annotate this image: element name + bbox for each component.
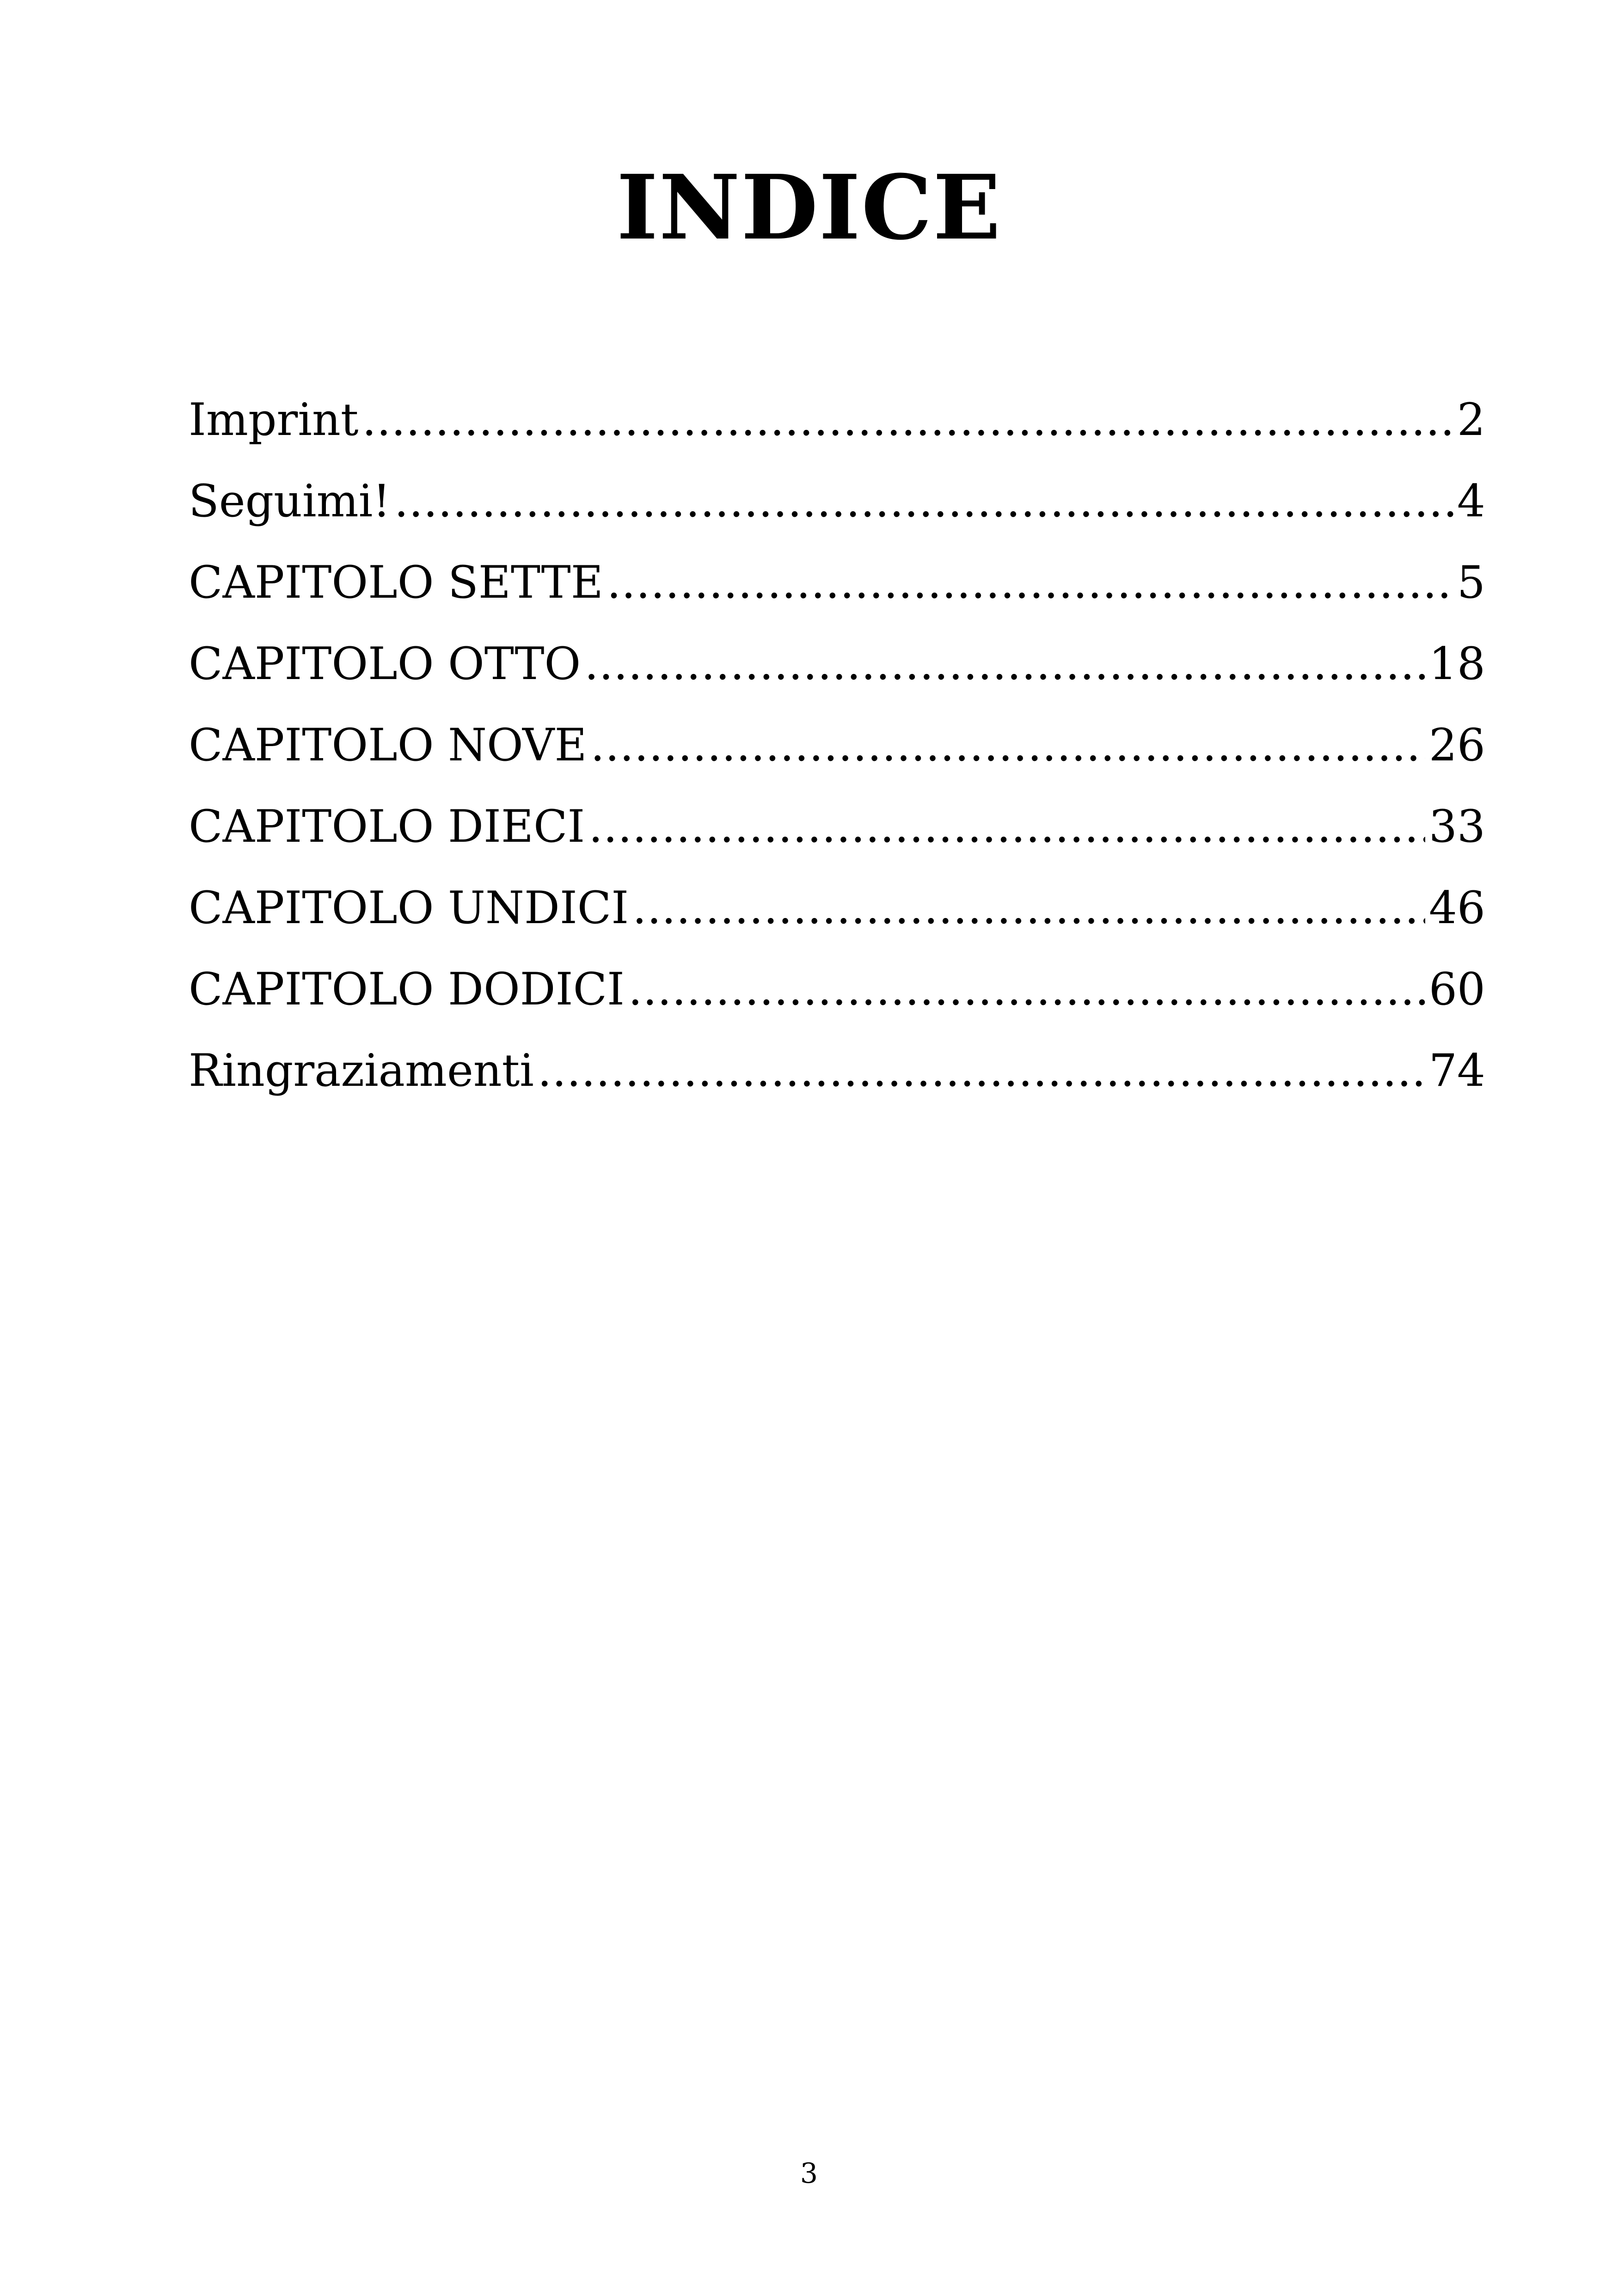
toc-dot-leader xyxy=(584,623,1425,704)
toc-entry-imprint[interactable] xyxy=(189,379,1485,460)
toc-entry-capitolo-undici[interactable] xyxy=(189,867,1485,949)
toc-entry-label: CAPITOLO DIECI xyxy=(189,801,585,852)
toc-entry-ringraziamenti[interactable] xyxy=(189,1030,1485,1111)
page-number: 3 xyxy=(800,2157,818,2190)
toc-entry-page: 18 xyxy=(1428,638,1485,690)
toc-dot-leader xyxy=(628,949,1425,1030)
toc-entry-capitolo-dieci[interactable] xyxy=(189,786,1485,867)
toc-entry-page: 33 xyxy=(1428,801,1485,852)
toc-entry-label: Seguimi! xyxy=(189,475,391,527)
toc-entry-label: CAPITOLO OTTO xyxy=(189,638,581,690)
table-of-contents xyxy=(189,379,1485,1111)
toc-entry-label: Imprint xyxy=(189,394,359,446)
toc-dot-leader xyxy=(632,867,1425,949)
toc-entry-label: CAPITOLO SETTE xyxy=(189,557,603,608)
toc-dot-leader xyxy=(588,786,1425,867)
toc-entry-capitolo-dodici[interactable] xyxy=(189,949,1485,1030)
toc-dot-leader xyxy=(362,379,1453,460)
toc-entry-page: 60 xyxy=(1428,963,1485,1015)
toc-dot-leader xyxy=(538,1030,1425,1111)
toc-dot-leader xyxy=(607,542,1453,623)
toc-entry-page: 5 xyxy=(1457,557,1485,608)
toc-dot-leader xyxy=(590,704,1425,786)
toc-entry-page: 2 xyxy=(1457,394,1485,446)
toc-entry-label: CAPITOLO UNDICI xyxy=(189,882,629,934)
toc-entry-page: 26 xyxy=(1428,719,1485,771)
toc-entry-page: 46 xyxy=(1428,882,1485,934)
toc-entry-capitolo-otto[interactable] xyxy=(189,623,1485,704)
toc-entry-capitolo-sette[interactable] xyxy=(189,542,1485,623)
toc-entry-capitolo-nove[interactable] xyxy=(189,704,1485,786)
toc-entry-page: 4 xyxy=(1457,475,1485,527)
toc-entry-seguimi[interactable] xyxy=(189,460,1485,542)
toc-entry-label: CAPITOLO DODICI xyxy=(189,963,625,1015)
toc-entry-label: Ringraziamenti xyxy=(189,1045,534,1096)
toc-entry-page: 74 xyxy=(1428,1045,1485,1096)
page-title: INDICE xyxy=(616,156,1002,260)
toc-dot-leader xyxy=(394,460,1453,542)
toc-entry-label: CAPITOLO NOVE xyxy=(189,719,587,771)
